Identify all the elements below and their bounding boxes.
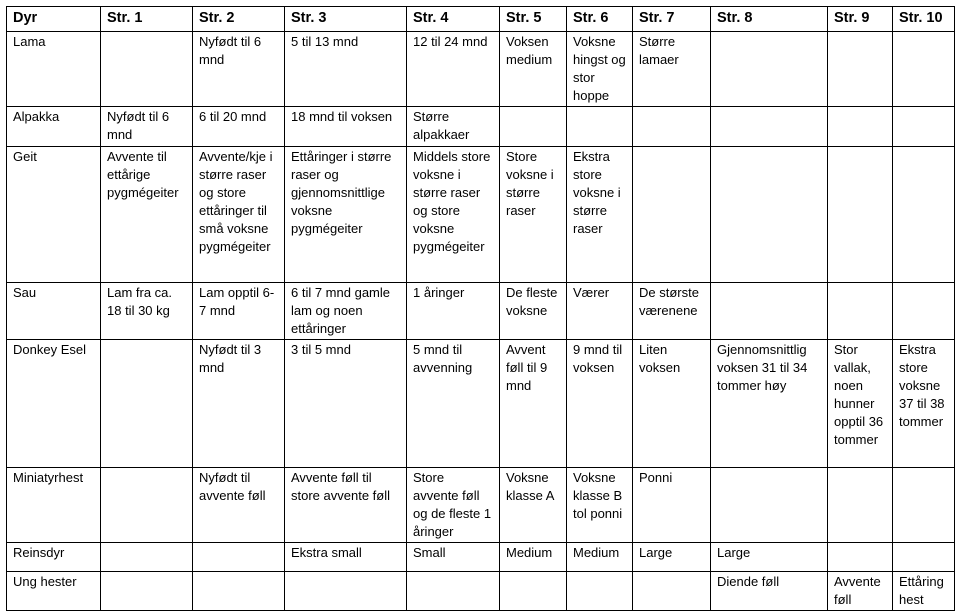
size-cell bbox=[500, 283, 567, 340]
header-row bbox=[7, 7, 955, 32]
header-cell: Str. 5 bbox=[500, 7, 567, 32]
size-cell bbox=[193, 107, 285, 147]
size-cell bbox=[711, 572, 828, 611]
animal-name: Ung hester bbox=[13, 574, 77, 589]
size-cell bbox=[633, 572, 711, 611]
size-cell bbox=[567, 543, 633, 572]
size-cell bbox=[893, 340, 955, 468]
size-description: Større alpakkaer bbox=[413, 109, 470, 142]
size-cell bbox=[500, 340, 567, 468]
size-description: Ekstra store voksne 37 til 38 tommer bbox=[899, 342, 945, 429]
size-description: Large bbox=[717, 545, 751, 560]
size-cell bbox=[567, 468, 633, 543]
size-cell bbox=[828, 147, 893, 283]
table-row bbox=[7, 468, 955, 543]
size-cell bbox=[193, 147, 285, 283]
size-description: Avvente til ettårige pygmégeiter bbox=[107, 149, 179, 200]
size-cell bbox=[567, 340, 633, 468]
header-cell: Str. 6 bbox=[567, 7, 633, 32]
size-cell bbox=[193, 543, 285, 572]
size-cell bbox=[101, 107, 193, 147]
size-cell bbox=[893, 32, 955, 107]
animal-name: Alpakka bbox=[13, 109, 60, 124]
size-cell bbox=[893, 283, 955, 340]
size-cell bbox=[711, 107, 828, 147]
size-description: De største værenene bbox=[639, 285, 699, 318]
size-cell bbox=[407, 107, 500, 147]
header-cell: Str. 10 bbox=[893, 7, 955, 32]
size-cell bbox=[285, 340, 407, 468]
size-description: Medium bbox=[573, 545, 620, 560]
table-row bbox=[7, 147, 955, 283]
size-description: Store avvente føll og de fleste 1 åringer bbox=[413, 470, 492, 539]
header-cell: Dyr bbox=[7, 7, 101, 32]
size-cell bbox=[193, 283, 285, 340]
size-cell bbox=[285, 283, 407, 340]
size-cell bbox=[893, 543, 955, 572]
size-cell bbox=[828, 543, 893, 572]
table-row bbox=[7, 32, 955, 107]
size-table bbox=[6, 6, 955, 611]
size-cell bbox=[567, 283, 633, 340]
size-cell bbox=[407, 147, 500, 283]
size-cell bbox=[407, 32, 500, 107]
size-cell bbox=[101, 543, 193, 572]
animal-name: Miniatyrhest bbox=[13, 470, 84, 485]
size-description: 9 mnd til voksen bbox=[573, 342, 623, 375]
header-cell: Str. 1 bbox=[101, 7, 193, 32]
size-cell bbox=[893, 147, 955, 283]
table-row bbox=[7, 107, 955, 147]
table-row bbox=[7, 283, 955, 340]
size-description: Avvent føll til 9 mnd bbox=[506, 342, 548, 393]
animal-name: Lama bbox=[13, 34, 46, 49]
table-row bbox=[7, 340, 955, 468]
size-description: Ponni bbox=[639, 470, 673, 485]
size-cell bbox=[285, 147, 407, 283]
size-cell bbox=[828, 572, 893, 611]
size-cell bbox=[193, 572, 285, 611]
header-cell: Str. 4 bbox=[407, 7, 500, 32]
size-cell bbox=[567, 147, 633, 283]
size-cell bbox=[711, 283, 828, 340]
size-description: Medium bbox=[506, 545, 553, 560]
size-cell bbox=[711, 543, 828, 572]
size-cell bbox=[285, 543, 407, 572]
size-cell bbox=[633, 468, 711, 543]
size-cell bbox=[101, 32, 193, 107]
size-cell bbox=[101, 468, 193, 543]
size-cell bbox=[500, 572, 567, 611]
size-cell bbox=[711, 340, 828, 468]
size-cell bbox=[500, 468, 567, 543]
animal-name-cell bbox=[7, 147, 101, 283]
animal-name-cell bbox=[7, 572, 101, 611]
size-description: Lam opptil 6-7 mnd bbox=[199, 285, 275, 318]
size-description: 6 til 7 mnd gamle lam og noen ettåringer bbox=[291, 285, 390, 336]
header-cell: Str. 2 bbox=[193, 7, 285, 32]
size-description: Diende føll bbox=[717, 574, 780, 589]
size-cell bbox=[893, 107, 955, 147]
size-description: Lam fra ca. 18 til 30 kg bbox=[107, 285, 173, 318]
size-cell bbox=[500, 32, 567, 107]
size-description: Avvente føll bbox=[834, 574, 881, 607]
size-cell bbox=[193, 340, 285, 468]
animal-name-cell bbox=[7, 468, 101, 543]
size-cell bbox=[407, 572, 500, 611]
animal-name-cell bbox=[7, 340, 101, 468]
size-description: Avvente/kje i større raser og store ettåringer til små voksne pygmégeiter bbox=[199, 149, 273, 254]
animal-name-cell bbox=[7, 283, 101, 340]
animal-name-cell bbox=[7, 107, 101, 147]
size-description: Ekstra store voksne i større raser bbox=[573, 149, 621, 236]
size-cell bbox=[828, 107, 893, 147]
size-description: 6 til 20 mnd bbox=[199, 109, 267, 124]
size-cell bbox=[285, 572, 407, 611]
size-cell bbox=[101, 340, 193, 468]
size-cell bbox=[500, 147, 567, 283]
size-cell bbox=[193, 468, 285, 543]
size-cell bbox=[893, 468, 955, 543]
size-cell bbox=[828, 32, 893, 107]
size-cell bbox=[828, 340, 893, 468]
size-cell bbox=[633, 32, 711, 107]
size-description: Ekstra small bbox=[291, 545, 362, 560]
table-row bbox=[7, 543, 955, 572]
size-cell bbox=[500, 543, 567, 572]
size-description: Voksne klasse B tol ponni bbox=[573, 470, 623, 521]
header-cell: Str. 7 bbox=[633, 7, 711, 32]
size-description: Large bbox=[639, 545, 673, 560]
size-description: Store voksne i større raser bbox=[506, 149, 554, 218]
size-cell bbox=[567, 32, 633, 107]
animal-name: Geit bbox=[13, 149, 37, 164]
size-description: Nyfødt til 6 mnd bbox=[107, 109, 170, 142]
size-description: 5 til 13 mnd bbox=[291, 34, 359, 49]
size-description: Ettåringer i større raser og gjennomsnittlige voksne pygmégeiter bbox=[291, 149, 392, 236]
size-cell bbox=[828, 283, 893, 340]
table-row bbox=[7, 572, 955, 611]
header-cell: Str. 8 bbox=[711, 7, 828, 32]
size-description: Nyfødt til 6 mnd bbox=[199, 34, 262, 67]
size-cell bbox=[828, 468, 893, 543]
size-description: Voksen medium bbox=[506, 34, 553, 67]
size-description: 5 mnd til avvenning bbox=[413, 342, 473, 375]
size-cell bbox=[193, 32, 285, 107]
size-cell bbox=[633, 107, 711, 147]
size-description: 18 mnd til voksen bbox=[291, 109, 393, 124]
size-description: Avvente føll til store avvente føll bbox=[291, 470, 390, 503]
size-description: De fleste voksne bbox=[506, 285, 558, 318]
size-cell bbox=[101, 283, 193, 340]
size-cell bbox=[633, 147, 711, 283]
size-description: 12 til 24 mnd bbox=[413, 34, 488, 49]
size-description: Stor vallak, noen hunner opptil 36 tommer bbox=[834, 342, 884, 447]
size-description: 1 åringer bbox=[413, 285, 465, 300]
size-description: 3 til 5 mnd bbox=[291, 342, 351, 357]
size-cell bbox=[711, 147, 828, 283]
size-cell bbox=[711, 32, 828, 107]
animal-name: Reinsdyr bbox=[13, 545, 65, 560]
size-cell bbox=[285, 32, 407, 107]
animal-name: Donkey Esel bbox=[13, 342, 86, 357]
size-description: Ettåring hest bbox=[899, 574, 944, 607]
size-cell bbox=[407, 283, 500, 340]
size-description: Nyfødt til avvente føll bbox=[199, 470, 266, 503]
size-description: Voksne klasse A bbox=[506, 470, 555, 503]
header-cell: Str. 9 bbox=[828, 7, 893, 32]
size-description: Voksne hingst og stor hoppe bbox=[573, 34, 626, 103]
size-cell bbox=[633, 283, 711, 340]
size-cell bbox=[407, 543, 500, 572]
size-description: Gjennomsnittlig voksen 31 til 34 tommer høy bbox=[717, 342, 808, 393]
size-description: Større lamaer bbox=[639, 34, 679, 67]
size-description: Værer bbox=[573, 285, 610, 300]
header-cell: Str. 3 bbox=[285, 7, 407, 32]
size-cell bbox=[407, 468, 500, 543]
size-cell bbox=[567, 107, 633, 147]
size-cell bbox=[633, 340, 711, 468]
size-cell bbox=[633, 543, 711, 572]
size-description: Liten voksen bbox=[639, 342, 681, 375]
size-cell bbox=[101, 147, 193, 283]
size-cell bbox=[893, 572, 955, 611]
size-cell bbox=[407, 340, 500, 468]
animal-name-cell bbox=[7, 543, 101, 572]
size-cell bbox=[285, 468, 407, 543]
size-cell bbox=[500, 107, 567, 147]
size-description: Nyfødt til 3 mnd bbox=[199, 342, 262, 375]
size-cell bbox=[567, 572, 633, 611]
size-description: Small bbox=[413, 545, 446, 560]
animal-name: Sau bbox=[13, 285, 37, 300]
size-cell bbox=[711, 468, 828, 543]
size-cell bbox=[101, 572, 193, 611]
size-cell bbox=[285, 107, 407, 147]
animal-name-cell bbox=[7, 32, 101, 107]
size-description: Middels store voksne i større raser og store voksne pygmégeiter bbox=[413, 149, 491, 254]
